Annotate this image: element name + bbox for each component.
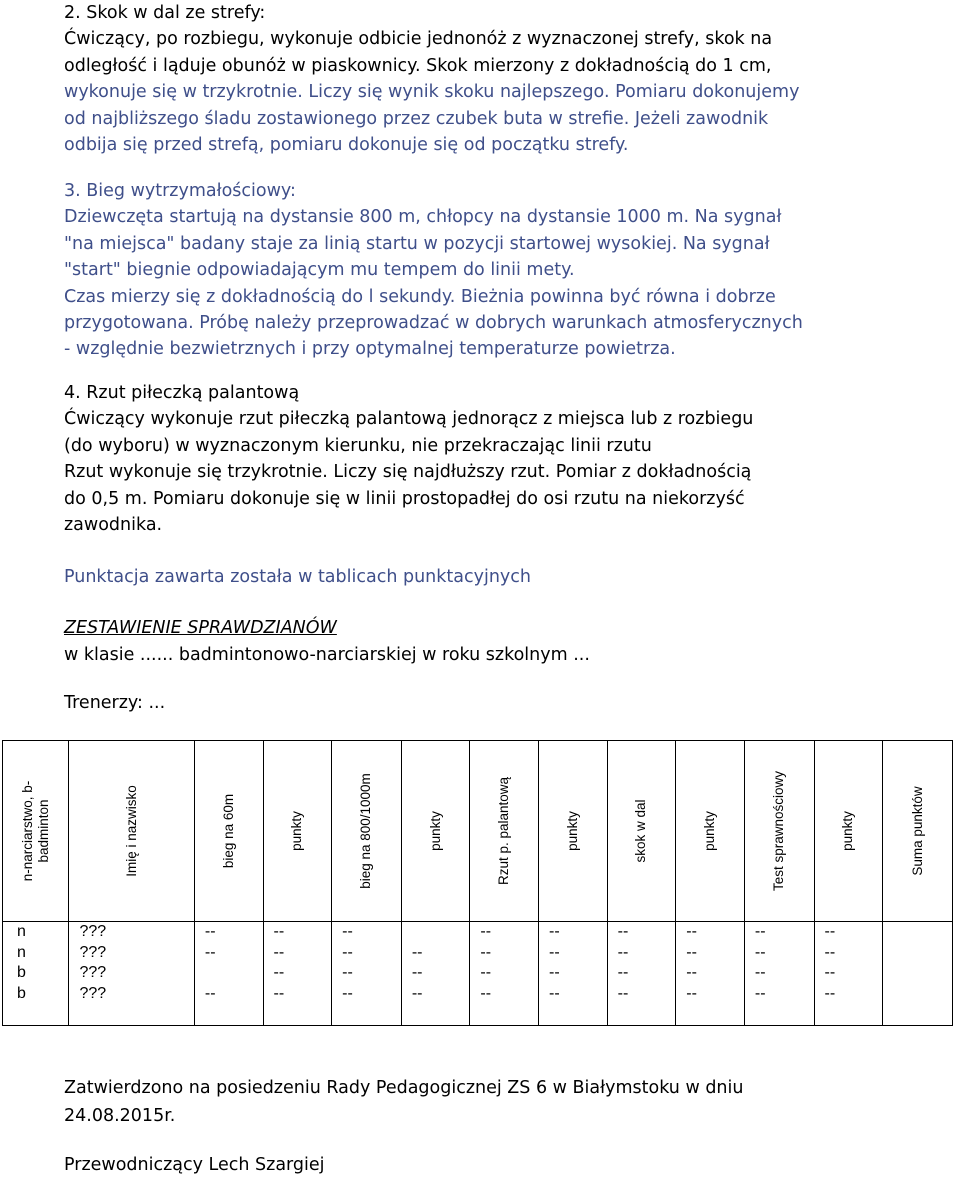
header-cell <box>470 741 539 922</box>
header-cell <box>676 741 745 922</box>
przewodniczacy-line: Przewodniczący Lech Szargiej <box>64 1155 325 1175</box>
section-4-line: Rzut wykonuje się trzykrotnie. Liczy się najdłuższy rzut. Pomiar z dokładnością <box>64 462 752 483</box>
section-3-line: przygotowana. Próbę należy przeprowadzać w dobrych warunkach atmosferycznych <box>64 313 803 334</box>
header-bieg-800: bieg na 800/1000m <box>358 773 374 889</box>
header-rzut: Rzut p. palantową <box>496 776 512 886</box>
value-cell: -- -- -- <box>194 922 263 1026</box>
header-cell <box>401 741 470 922</box>
section-2-line: odległość i ląduje obunóż w piaskownicy. Skok mierzony z dokładnością do 1 cm, <box>64 55 772 76</box>
section-4-title: 4. Rzut piłeczką palantową <box>64 383 300 403</box>
table-body-row <box>3 922 953 1026</box>
section-3-line: Dziewczęta startują na dystansie 800 m, chłopcy na dystansie 1000 m. Na sygnał <box>64 207 782 228</box>
header-punkty: punkty <box>427 811 443 851</box>
header-cell <box>332 741 402 922</box>
value-cell: -- -- -- <box>401 922 470 1026</box>
section-4 <box>64 380 944 538</box>
header-cell <box>744 741 814 922</box>
section-2 <box>64 0 944 158</box>
zatwierdzono-line: Zatwierdzono na posiedzeniu Rady Pedagogicznej ZS 6 w Białymstoku w dniu <box>64 1078 744 1098</box>
section-4-line: Ćwiczący wykonuje rzut piłeczką palantową jednorącz z miejsca lub z rozbiegu <box>64 409 754 430</box>
section-2-line: od najbliższego śladu zostawionego przez czubek buta w strefie. Jeżeli zawodnik <box>64 108 769 129</box>
section-2-line: odbija się przed strefą, pomiaru dokonuje się od początku strefy. <box>64 135 629 156</box>
header-cell <box>3 741 69 922</box>
section-4-line: do 0,5 m. Pomiaru dokonuje się w linii prostopadłej do osi rzutu na niekorzyść <box>64 488 745 509</box>
value-cell: -- -- -- -- <box>470 922 539 1026</box>
section-3-line: - względnie bezwietrznych i przy optymalnej temperaturze powietrza. <box>64 339 676 360</box>
value-cell: -- -- -- -- <box>607 922 676 1026</box>
section-3-line: "start" biegnie odpowiadającym mu tempem do linii mety. <box>64 260 575 281</box>
section-3-line: Czas mierzy się z dokładnością do l sekundy. Bieżnia powinna być równa i dobrze <box>64 286 776 307</box>
section-2-title: 2. Skok w dal ze strefy: <box>64 3 266 23</box>
trenerzy-line: Trenerzy: ... <box>64 693 166 713</box>
category-cell: n n b b <box>3 922 69 1026</box>
name-cell: ??? ??? ??? ??? <box>69 922 194 1026</box>
zestawienie-heading: ZESTAWIENIE SPRAWDZIANÓW <box>64 618 337 638</box>
value-cell: -- -- -- -- <box>263 922 332 1026</box>
section-2-line: wykonuje się w trzykrotnie. Liczy się wynik skoku najlepszego. Pomiaru dokonujemy <box>64 82 800 103</box>
header-cell <box>607 741 676 922</box>
header-cell <box>539 741 608 922</box>
header-suma: Suma punktów <box>909 786 925 876</box>
value-cell: -- -- -- -- <box>332 922 402 1026</box>
header-punkty: punkty <box>702 811 718 851</box>
section-3-line: "na miejsca" badany staje za linią startu w pozycji startowej wysokiej. Na sygnał <box>64 233 770 254</box>
value-cell: -- -- -- -- <box>539 922 608 1026</box>
section-3 <box>64 178 944 363</box>
section-4-line: (do wyboru) w wyznaczonym kierunku, nie przekraczając linii rzutu <box>64 435 652 456</box>
value-cell <box>883 922 953 1026</box>
table-header-row <box>3 741 953 922</box>
header-cell <box>194 741 263 922</box>
section-4-line: zawodnika. <box>64 515 163 536</box>
value-cell: -- -- -- -- <box>744 922 814 1026</box>
header-test: Test sprawnościowy <box>771 770 787 892</box>
punktacja-note: Punktacja zawarta została w tablicach punktacyjnych <box>64 567 531 587</box>
results-table <box>2 740 953 1026</box>
header-punkty: punkty <box>564 811 580 851</box>
header-category: n-narciarstwo, b- badminton <box>19 780 51 882</box>
klasa-line: w klasie ...... badmintonowo-narciarskiej w roku szkolnym ... <box>64 645 590 665</box>
header-cell <box>814 741 883 922</box>
header-punkty: punkty <box>840 811 856 851</box>
section-3-title: 3. Bieg wytrzymałościowy: <box>64 181 296 201</box>
zatwierdzono-date: 24.08.2015r. <box>64 1106 176 1126</box>
header-cell <box>69 741 194 922</box>
header-name: Imię i nazwisko <box>123 785 139 877</box>
header-cell <box>883 741 953 922</box>
header-cell <box>263 741 332 922</box>
value-cell: -- -- -- -- <box>676 922 745 1026</box>
header-bieg-60: bieg na 60m <box>220 793 236 869</box>
header-skok: skok w dal <box>633 799 649 863</box>
value-cell: -- -- -- -- <box>814 922 883 1026</box>
header-punkty: punkty <box>289 811 305 851</box>
section-2-line: Ćwiczący, po rozbiegu, wykonuje odbicie jednonóż z wyznaczonej strefy, skok na <box>64 29 773 50</box>
